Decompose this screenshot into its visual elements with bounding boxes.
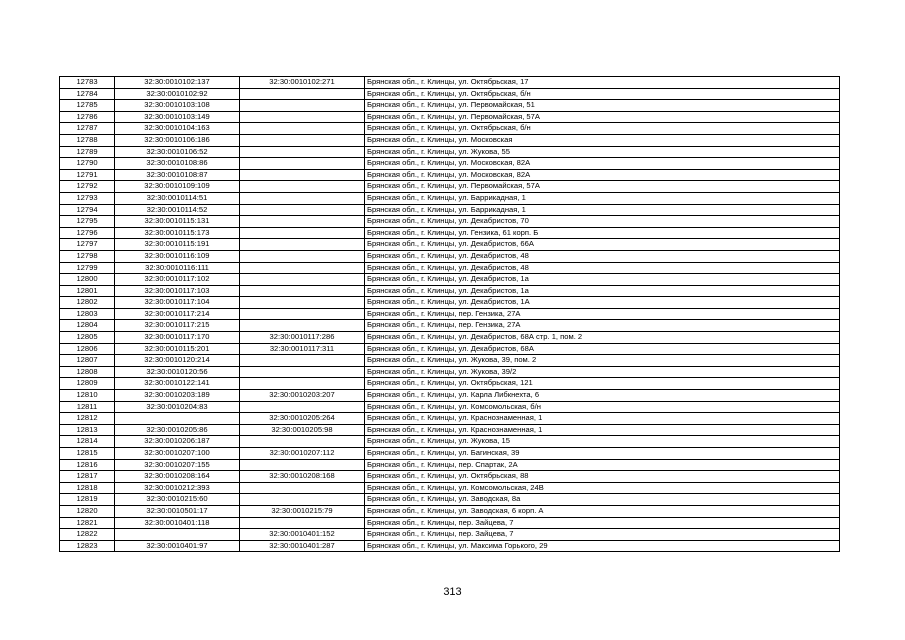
cadastral-number-cell: 32:30:0010204:83 [115, 401, 240, 413]
cadastral-number-cell: 32:30:0010104:163 [115, 123, 240, 135]
row-number-cell: 12797 [60, 239, 115, 251]
table-row [60, 158, 840, 170]
building-cadastral-number-cell [240, 366, 365, 378]
table-row [60, 274, 840, 286]
row-number-cell: 12813 [60, 424, 115, 436]
table-row [60, 482, 840, 494]
table-row [60, 77, 840, 89]
building-cadastral-number-cell: 32:30:0010203:207 [240, 390, 365, 402]
address-cell: Брянская обл., г. Клинцы, ул. Жукова, 15 [365, 436, 840, 448]
table-row [60, 146, 840, 158]
building-cadastral-number-cell [240, 378, 365, 390]
row-number-cell: 12811 [60, 401, 115, 413]
cadastral-number-cell: 32:30:0010122:141 [115, 378, 240, 390]
address-cell: Брянская обл., г. Клинцы, ул. Декабристов, 68А стр. 1, пом. 2 [365, 332, 840, 344]
table-row [60, 390, 840, 402]
row-number-cell: 12793 [60, 192, 115, 204]
table-row [60, 262, 840, 274]
row-number-cell: 12812 [60, 413, 115, 425]
row-number-cell: 12817 [60, 471, 115, 483]
cadastral-number-cell: 32:30:0010120:214 [115, 355, 240, 367]
row-number-cell: 12784 [60, 88, 115, 100]
row-number-cell: 12794 [60, 204, 115, 216]
building-cadastral-number-cell [240, 204, 365, 216]
row-number-cell: 12802 [60, 297, 115, 309]
table-row [60, 100, 840, 112]
table-row [60, 227, 840, 239]
table-row [60, 494, 840, 506]
building-cadastral-number-cell: 32:30:0010207:112 [240, 448, 365, 460]
building-cadastral-number-cell: 32:30:0010215:79 [240, 505, 365, 517]
table-row [60, 169, 840, 181]
cadastral-number-cell: 32:30:0010114:52 [115, 204, 240, 216]
cadastral-number-cell: 32:30:0010208:164 [115, 471, 240, 483]
building-cadastral-number-cell [240, 123, 365, 135]
building-cadastral-number-cell [240, 111, 365, 123]
table-row [60, 401, 840, 413]
property-registry-table [59, 76, 840, 552]
cadastral-number-cell [115, 529, 240, 541]
address-cell: Брянская обл., г. Клинцы, ул. Баррикадная, 1 [365, 192, 840, 204]
cadastral-number-cell: 32:30:0010114:51 [115, 192, 240, 204]
building-cadastral-number-cell [240, 401, 365, 413]
table-row [60, 505, 840, 517]
address-cell: Брянская обл., г. Клинцы, ул. Декабристов, 48 [365, 262, 840, 274]
address-cell: Брянская обл., г. Клинцы, пер. Зайцева, 7 [365, 529, 840, 541]
table-row [60, 320, 840, 332]
page-number: 313 [443, 586, 462, 598]
cadastral-number-cell: 32:30:0010117:102 [115, 274, 240, 286]
cadastral-number-cell: 32:30:0010117:214 [115, 308, 240, 320]
row-number-cell: 12810 [60, 390, 115, 402]
address-cell: Брянская обл., г. Клинцы, ул. Краснознаменная, 1 [365, 413, 840, 425]
cadastral-number-cell: 32:30:0010106:52 [115, 146, 240, 158]
address-cell: Брянская обл., г. Клинцы, ул. Жукова, 39/2 [365, 366, 840, 378]
table-row [60, 297, 840, 309]
address-cell: Брянская обл., г. Клинцы, ул. Московская, 82А [365, 169, 840, 181]
table-row [60, 436, 840, 448]
building-cadastral-number-cell: 32:30:0010205:98 [240, 424, 365, 436]
table-row [60, 216, 840, 228]
cadastral-number-cell: 32:30:0010205:86 [115, 424, 240, 436]
building-cadastral-number-cell [240, 146, 365, 158]
cadastral-number-cell: 32:30:0010117:104 [115, 297, 240, 309]
cadastral-number-cell: 32:30:0010120:56 [115, 366, 240, 378]
table-row [60, 192, 840, 204]
table-row [60, 540, 840, 552]
building-cadastral-number-cell [240, 134, 365, 146]
building-cadastral-number-cell [240, 262, 365, 274]
address-cell: Брянская обл., г. Клинцы, ул. Комсомольская, б/н [365, 401, 840, 413]
row-number-cell: 12786 [60, 111, 115, 123]
address-cell: Брянская обл., г. Клинцы, ул. Первомайская, 51 [365, 100, 840, 112]
table-row [60, 250, 840, 262]
table-row [60, 134, 840, 146]
row-number-cell: 12787 [60, 123, 115, 135]
cadastral-number-cell [115, 413, 240, 425]
address-cell: Брянская обл., г. Клинцы, ул. Комсомольская, 24В [365, 482, 840, 494]
address-cell: Брянская обл., г. Клинцы, ул. Первомайская, 57А [365, 181, 840, 193]
row-number-cell: 12819 [60, 494, 115, 506]
row-number-cell: 12798 [60, 250, 115, 262]
building-cadastral-number-cell: 32:30:0010401:287 [240, 540, 365, 552]
row-number-cell: 12818 [60, 482, 115, 494]
building-cadastral-number-cell [240, 285, 365, 297]
cadastral-number-cell: 32:30:0010207:100 [115, 448, 240, 460]
building-cadastral-number-cell [240, 216, 365, 228]
building-cadastral-number-cell [240, 355, 365, 367]
row-number-cell: 12820 [60, 505, 115, 517]
building-cadastral-number-cell [240, 100, 365, 112]
table-row [60, 355, 840, 367]
building-cadastral-number-cell: 32:30:0010208:168 [240, 471, 365, 483]
address-cell: Брянская обл., г. Клинцы, пер. Зайцева, 7 [365, 517, 840, 529]
table-row [60, 204, 840, 216]
cadastral-number-cell: 32:30:0010102:92 [115, 88, 240, 100]
building-cadastral-number-cell [240, 227, 365, 239]
building-cadastral-number-cell [240, 158, 365, 170]
address-cell: Брянская обл., г. Клинцы, ул. Максима Горького, 29 [365, 540, 840, 552]
table-row [60, 181, 840, 193]
address-cell: Брянская обл., г. Клинцы, ул. Баррикадная, 1 [365, 204, 840, 216]
table-row [60, 448, 840, 460]
row-number-cell: 12814 [60, 436, 115, 448]
address-cell: Брянская обл., г. Клинцы, ул. Декабристов, 66А [365, 239, 840, 251]
cadastral-number-cell: 32:30:0010102:137 [115, 77, 240, 89]
row-number-cell: 12785 [60, 100, 115, 112]
building-cadastral-number-cell [240, 250, 365, 262]
row-number-cell: 12803 [60, 308, 115, 320]
row-number-cell: 12809 [60, 378, 115, 390]
row-number-cell: 12804 [60, 320, 115, 332]
row-number-cell: 12790 [60, 158, 115, 170]
address-cell: Брянская обл., г. Клинцы, ул. Декабристов, 70 [365, 216, 840, 228]
cadastral-number-cell: 32:30:0010115:191 [115, 239, 240, 251]
address-cell: Брянская обл., г. Клинцы, ул. Первомайская, 57А [365, 111, 840, 123]
building-cadastral-number-cell [240, 308, 365, 320]
cadastral-number-cell: 32:30:0010203:189 [115, 390, 240, 402]
row-number-cell: 12816 [60, 459, 115, 471]
building-cadastral-number-cell: 32:30:0010401:152 [240, 529, 365, 541]
table-row [60, 308, 840, 320]
row-number-cell: 12796 [60, 227, 115, 239]
table-row [60, 424, 840, 436]
registry-table-body [60, 77, 840, 552]
address-cell: Брянская обл., г. Клинцы, ул. Декабристов, 1а [365, 274, 840, 286]
table-row [60, 88, 840, 100]
address-cell: Брянская обл., г. Клинцы, ул. Декабристов, 48 [365, 250, 840, 262]
table-row [60, 366, 840, 378]
cadastral-number-cell: 32:30:0010206:187 [115, 436, 240, 448]
table-row [60, 285, 840, 297]
address-cell: Брянская обл., г. Клинцы, ул. Декабристов, 1а [365, 285, 840, 297]
row-number-cell: 12791 [60, 169, 115, 181]
building-cadastral-number-cell: 32:30:0010117:311 [240, 343, 365, 355]
table-row [60, 413, 840, 425]
row-number-cell: 12815 [60, 448, 115, 460]
address-cell: Брянская обл., г. Клинцы, ул. Гензика, 61 корп. Б [365, 227, 840, 239]
row-number-cell: 12801 [60, 285, 115, 297]
cadastral-number-cell: 32:30:0010103:149 [115, 111, 240, 123]
address-cell: Брянская обл., г. Клинцы, ул. Заводская, 6 корп. А [365, 505, 840, 517]
address-cell: Брянская обл., г. Клинцы, ул. Краснознаменная, 1 [365, 424, 840, 436]
row-number-cell: 12806 [60, 343, 115, 355]
row-number-cell: 12821 [60, 517, 115, 529]
address-cell: Брянская обл., г. Клинцы, ул. Октябрьская, б/н [365, 88, 840, 100]
row-number-cell: 12789 [60, 146, 115, 158]
cadastral-number-cell: 32:30:0010117:215 [115, 320, 240, 332]
cadastral-number-cell: 32:30:0010116:111 [115, 262, 240, 274]
table-row [60, 123, 840, 135]
cadastral-number-cell: 32:30:0010116:109 [115, 250, 240, 262]
row-number-cell: 12807 [60, 355, 115, 367]
address-cell: Брянская обл., г. Клинцы, ул. Московская [365, 134, 840, 146]
building-cadastral-number-cell: 32:30:0010117:286 [240, 332, 365, 344]
cadastral-number-cell: 32:30:0010109:109 [115, 181, 240, 193]
cadastral-number-cell: 32:30:0010103:108 [115, 100, 240, 112]
cadastral-number-cell: 32:30:0010106:186 [115, 134, 240, 146]
cadastral-number-cell: 32:30:0010117:170 [115, 332, 240, 344]
table-row [60, 517, 840, 529]
cadastral-number-cell: 32:30:0010212:393 [115, 482, 240, 494]
table-row [60, 471, 840, 483]
building-cadastral-number-cell [240, 297, 365, 309]
table-row [60, 332, 840, 344]
row-number-cell: 12792 [60, 181, 115, 193]
building-cadastral-number-cell [240, 459, 365, 471]
address-cell: Брянская обл., г. Клинцы, ул. Октябрьская, 121 [365, 378, 840, 390]
cadastral-number-cell: 32:30:0010115:131 [115, 216, 240, 228]
address-cell: Брянская обл., г. Клинцы, ул. Жукова, 55 [365, 146, 840, 158]
table-row [60, 529, 840, 541]
row-number-cell: 12822 [60, 529, 115, 541]
address-cell: Брянская обл., г. Клинцы, ул. Заводская, 8а [365, 494, 840, 506]
building-cadastral-number-cell [240, 274, 365, 286]
row-number-cell: 12795 [60, 216, 115, 228]
address-cell: Брянская обл., г. Клинцы, ул. Октябрьская, 17 [365, 77, 840, 89]
address-cell: Брянская обл., г. Клинцы, ул. Декабристов, 1А [365, 297, 840, 309]
address-cell: Брянская обл., г. Клинцы, пер. Спартак, 2А [365, 459, 840, 471]
address-cell: Брянская обл., г. Клинцы, ул. Карла Либкнехта, 6 [365, 390, 840, 402]
address-cell: Брянская обл., г. Клинцы, ул. Багинская, 39 [365, 448, 840, 460]
address-cell: Брянская обл., г. Клинцы, пер. Гензика, 27А [365, 320, 840, 332]
row-number-cell: 12800 [60, 274, 115, 286]
row-number-cell: 12788 [60, 134, 115, 146]
cadastral-number-cell: 32:30:0010108:86 [115, 158, 240, 170]
cadastral-number-cell: 32:30:0010115:201 [115, 343, 240, 355]
building-cadastral-number-cell [240, 239, 365, 251]
building-cadastral-number-cell [240, 436, 365, 448]
table-row [60, 239, 840, 251]
address-cell: Брянская обл., г. Клинцы, ул. Декабристов, 68А [365, 343, 840, 355]
cadastral-number-cell: 32:30:0010401:97 [115, 540, 240, 552]
building-cadastral-number-cell [240, 181, 365, 193]
building-cadastral-number-cell [240, 320, 365, 332]
table-row [60, 111, 840, 123]
address-cell: Брянская обл., г. Клинцы, ул. Московская, 82А [365, 158, 840, 170]
row-number-cell: 12805 [60, 332, 115, 344]
building-cadastral-number-cell [240, 88, 365, 100]
table-row [60, 378, 840, 390]
address-cell: Брянская обл., г. Клинцы, ул. Октябрьская, б/н [365, 123, 840, 135]
address-cell: Брянская обл., г. Клинцы, ул. Октябрьская, 88 [365, 471, 840, 483]
table-row [60, 459, 840, 471]
building-cadastral-number-cell [240, 482, 365, 494]
row-number-cell: 12783 [60, 77, 115, 89]
row-number-cell: 12823 [60, 540, 115, 552]
building-cadastral-number-cell [240, 494, 365, 506]
cadastral-number-cell: 32:30:0010117:103 [115, 285, 240, 297]
building-cadastral-number-cell [240, 192, 365, 204]
cadastral-number-cell: 32:30:0010215:60 [115, 494, 240, 506]
row-number-cell: 12808 [60, 366, 115, 378]
cadastral-number-cell: 32:30:0010207:155 [115, 459, 240, 471]
building-cadastral-number-cell: 32:30:0010205:264 [240, 413, 365, 425]
row-number-cell: 12799 [60, 262, 115, 274]
building-cadastral-number-cell [240, 517, 365, 529]
building-cadastral-number-cell: 32:30:0010102:271 [240, 77, 365, 89]
cadastral-number-cell: 32:30:0010401:118 [115, 517, 240, 529]
cadastral-number-cell: 32:30:0010108:87 [115, 169, 240, 181]
address-cell: Брянская обл., г. Клинцы, ул. Жукова, 39, пом. 2 [365, 355, 840, 367]
address-cell: Брянская обл., г. Клинцы, пер. Гензика, 27А [365, 308, 840, 320]
cadastral-number-cell: 32:30:0010501:17 [115, 505, 240, 517]
building-cadastral-number-cell [240, 169, 365, 181]
cadastral-number-cell: 32:30:0010115:173 [115, 227, 240, 239]
table-row [60, 343, 840, 355]
